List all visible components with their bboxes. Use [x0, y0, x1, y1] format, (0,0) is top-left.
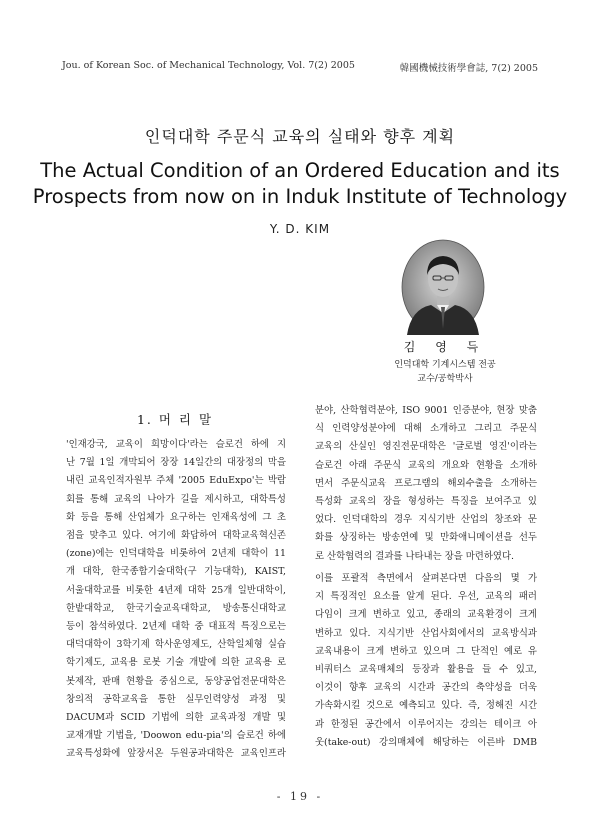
- text-line: 창의적 공학교육을 통한 실무인력양성 과정 및: [66, 693, 286, 705]
- section-heading: 1. 머 리 말: [136, 412, 214, 427]
- affiliation-line-2: 교수/공학박사: [417, 374, 473, 384]
- text-line: 난 7월 1일 개막되어 장장 14일간의 대장정의 막을: [66, 457, 286, 469]
- text-line: 비쿼터스 교육매체의 등장과 활용을 들 수 있고,: [315, 664, 537, 676]
- text-line: 식 인력양성분야에 대해 소개하고 그리고 주문식: [315, 423, 537, 435]
- text-line: '인재강국, 교육이 희망이다'라는 슬로건 하에 지: [66, 439, 286, 450]
- text-line: 이것이 향후 교육의 시간과 공간의 축약성을 더욱: [315, 682, 537, 694]
- text-line: 한밭대학교, 한국기술교육대학교, 방송통신대학교: [66, 602, 286, 614]
- text-line: 었다. 인덕대학의 경우 지식기반 산업의 창조와 문: [315, 514, 537, 526]
- body-column-right-bottom: [315, 570, 537, 752]
- text-line: 슬로건 아래 주문식 교육의 개요와 현황을 소개하: [315, 459, 537, 471]
- affiliation-line-1: 인덕대학 기계시스템 전공: [394, 360, 496, 370]
- text-line: 지 특징적인 요소를 알게 된다. 우선, 교육의 패러: [315, 591, 537, 603]
- text-line: 개 대학, 한국종합기술대학(구 기능대학), KAIST,: [66, 566, 286, 578]
- text-line: 봇제작, 판매 현황을 중심으로, 동양공업전문대학은: [66, 675, 286, 687]
- title-english-line-2: Prospects from now on in Induk Institute of Technology: [32, 185, 568, 208]
- author-name-korean: 김 영 득: [403, 340, 487, 354]
- text-line: 학기제도, 교육용 로봇 기술 개발에 의한 교육용 로: [66, 657, 286, 669]
- title-korean: 인덕대학 주문식 교육의 실태와 향후 계획: [144, 127, 456, 146]
- text-line: 대덕대학이 3학기제 학사운영제도, 산학일체형 실습: [66, 639, 286, 651]
- text-line: 가속화시킬 것으로 예측되고 있다. 즉, 정해진 시간: [315, 700, 537, 712]
- text-line: 웃(take-out) 강의매체에 해당하는 이른바 DMB: [315, 736, 537, 748]
- author-affiliation: [355, 358, 535, 386]
- body-column-left: [66, 436, 286, 764]
- body-column-right-top: [315, 402, 537, 566]
- text-line: 점을 맞추고 있다. 여기에 화답하여 대학교육혁신존: [66, 530, 286, 542]
- text-line: (zone)에는 인덕대학을 비롯하여 2년제 대학이 11: [66, 548, 286, 560]
- text-line: 회를 통해 교육의 나아가 길을 제시하고, 대학특성: [66, 493, 286, 505]
- text-line: 화를 상징하는 방송연예 및 만화애니메이션을 선두: [315, 532, 537, 544]
- text-line: 등이 참석하였다. 2년제 대학 중 대표적 특징으로는: [66, 621, 286, 633]
- author-photo: [401, 239, 485, 335]
- text-line: 특성화 교육의 장을 형성하는 특징을 보여주고 있: [315, 496, 537, 508]
- text-line: 교육의 산실인 영진전문대학은 '글로벌 영진'이라는: [315, 441, 537, 453]
- text-line: 변하고 있다. 지식기반 산업사회에서의 교육방식과: [315, 627, 537, 639]
- running-header-left: Jou. of Korean Soc. of Mechanical Technology, Vol. 7(2) 2005: [62, 60, 355, 71]
- text-line: 교재개발 기법을, 'Doowon edu-pia'의 슬로건 하에: [66, 730, 286, 742]
- title-english-line-1: The Actual Condition of an Ordered Education and its: [40, 159, 560, 182]
- text-line: 면서 주문식교육 프로그램의 해외수출을 소개하는: [315, 477, 537, 489]
- text-line: DACUM과 SCID 기법에 의한 교육과정 개발 및: [66, 712, 286, 724]
- author-name-english: Y. D. KIM: [269, 222, 331, 236]
- text-line: 서울대학교를 비롯한 4년제 대학 25개 일반대학이,: [66, 584, 286, 596]
- text-line: 다임이 크게 변하고 있고, 종래의 교육환경이 크게: [315, 609, 537, 621]
- text-line: 과 한정된 공간에서 이루어지는 강의는 테이크 아: [315, 718, 537, 730]
- text-line: 화 등을 통해 산업체가 요구하는 인재육성에 그 초: [66, 511, 286, 523]
- text-line: 교육내용이 크게 변하고 있으며 그 단적인 예로 유: [315, 645, 537, 657]
- running-header-right: 韓國機械技術學會誌, 7(2) 2005: [399, 63, 538, 74]
- title-english: [0, 158, 600, 210]
- text-line: 분야, 산학협력분야, ISO 9001 인증분야, 현장 맞춤: [315, 405, 537, 416]
- text-line: 내린 교육인적자원부 주체 '2005 EduExpo'는 박람: [66, 475, 286, 487]
- text-line: 로 산학협력의 결과를 나타내는 장을 마련하였다.: [315, 550, 515, 562]
- text-line: 교육특성화에 앞장서온 두원공과대학은 교육인프라: [66, 748, 286, 760]
- page-number: - 19 -: [276, 790, 324, 803]
- text-line: 이를 포괄적 측면에서 살펴본다면 다음의 몇 가: [315, 573, 537, 584]
